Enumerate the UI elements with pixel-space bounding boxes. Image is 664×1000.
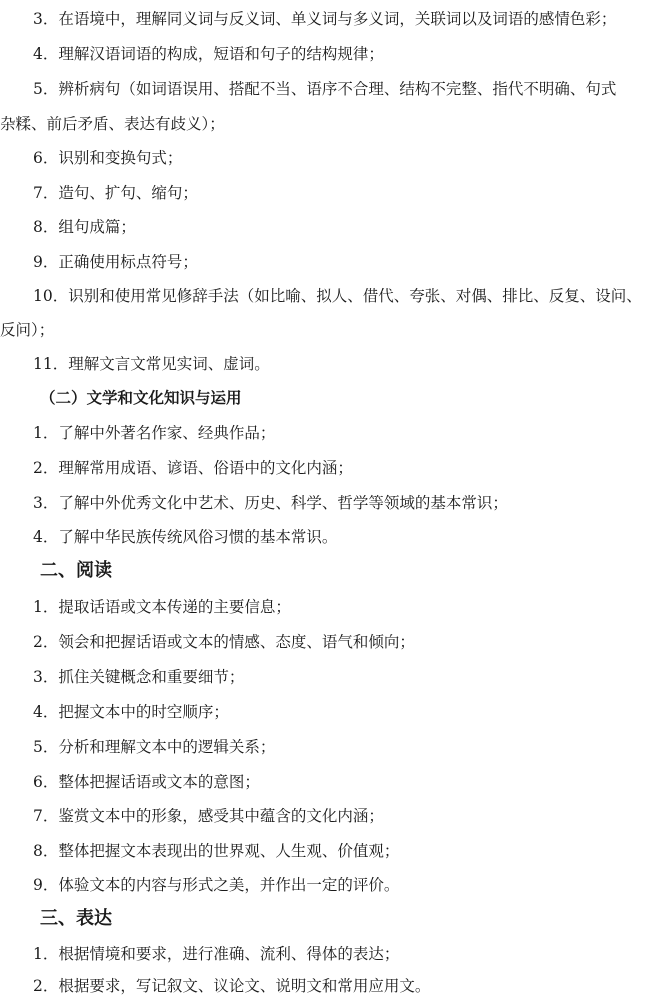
list-item: 8．整体把握文本表现出的世界观、人生观、价值观；	[33, 842, 400, 860]
list-item: 1．根据情境和要求，进行准确、流利、得体的表达；	[33, 945, 400, 963]
list-item: 4．把握文本中的时空顺序；	[33, 703, 229, 721]
list-item: 2．根据要求，写记叙文、议论文、说明文和常用应用文。	[33, 977, 431, 995]
list-item: 3．了解中外优秀文化中艺术、历史、科学、哲学等领域的基本常识；	[33, 494, 508, 512]
list-item: 9．正确使用标点符号；	[33, 253, 198, 271]
list-item: 2．理解常用成语、谚语、俗语中的文化内涵；	[33, 459, 353, 477]
list-item: 10．识别和使用常见修辞手法（如比喻、拟人、借代、夸张、对偶、排比、反复、设问、	[33, 287, 642, 305]
list-item: 1．了解中外著名作家、经典作品；	[33, 424, 276, 442]
list-item-continuation: 反问）；	[0, 321, 55, 339]
list-item: 3．抓住关键概念和重要细节；	[33, 668, 245, 686]
list-item: 11．理解文言文常见实词、虚词。	[33, 355, 270, 373]
list-item: 5．辨析病句（如词语误用、搭配不当、语序不合理、结构不完整、指代不明确、句式	[33, 80, 617, 98]
list-item: 6．整体把握话语或文本的意图；	[33, 773, 260, 791]
list-item: 2．领会和把握话语或文本的情感、态度、语气和倾向；	[33, 633, 415, 651]
list-item: 7．鉴赏文本中的形象，感受其中蕴含的文化内涵；	[33, 807, 384, 825]
section-title: 二、阅读	[40, 560, 112, 581]
list-item: 4．理解汉语词语的构成，短语和句子的结构规律；	[33, 45, 384, 63]
subsection-title: （二）文学和文化知识与运用	[40, 388, 242, 407]
section-title: 三、表达	[40, 908, 112, 929]
list-item: 9．体验文本的内容与形式之美，并作出一定的评价。	[33, 876, 400, 894]
list-item: 5．分析和理解文本中的逻辑关系；	[33, 738, 276, 756]
list-item: 7．造句、扩句、缩句；	[33, 184, 198, 202]
list-item: 1．提取话语或文本传递的主要信息；	[33, 598, 291, 616]
list-item: 4．了解中华民族传统风俗习惯的基本常识。	[33, 528, 338, 546]
list-item: 3．在语境中，理解同义词与反义词、单义词与多义词，关联词以及词语的感情色彩；	[33, 10, 617, 28]
list-item: 8．组句成篇；	[33, 218, 136, 236]
list-item-continuation: 杂糅、前后矛盾、表达有歧义）；	[0, 115, 225, 133]
list-item: 6．识别和变换句式；	[33, 149, 183, 167]
